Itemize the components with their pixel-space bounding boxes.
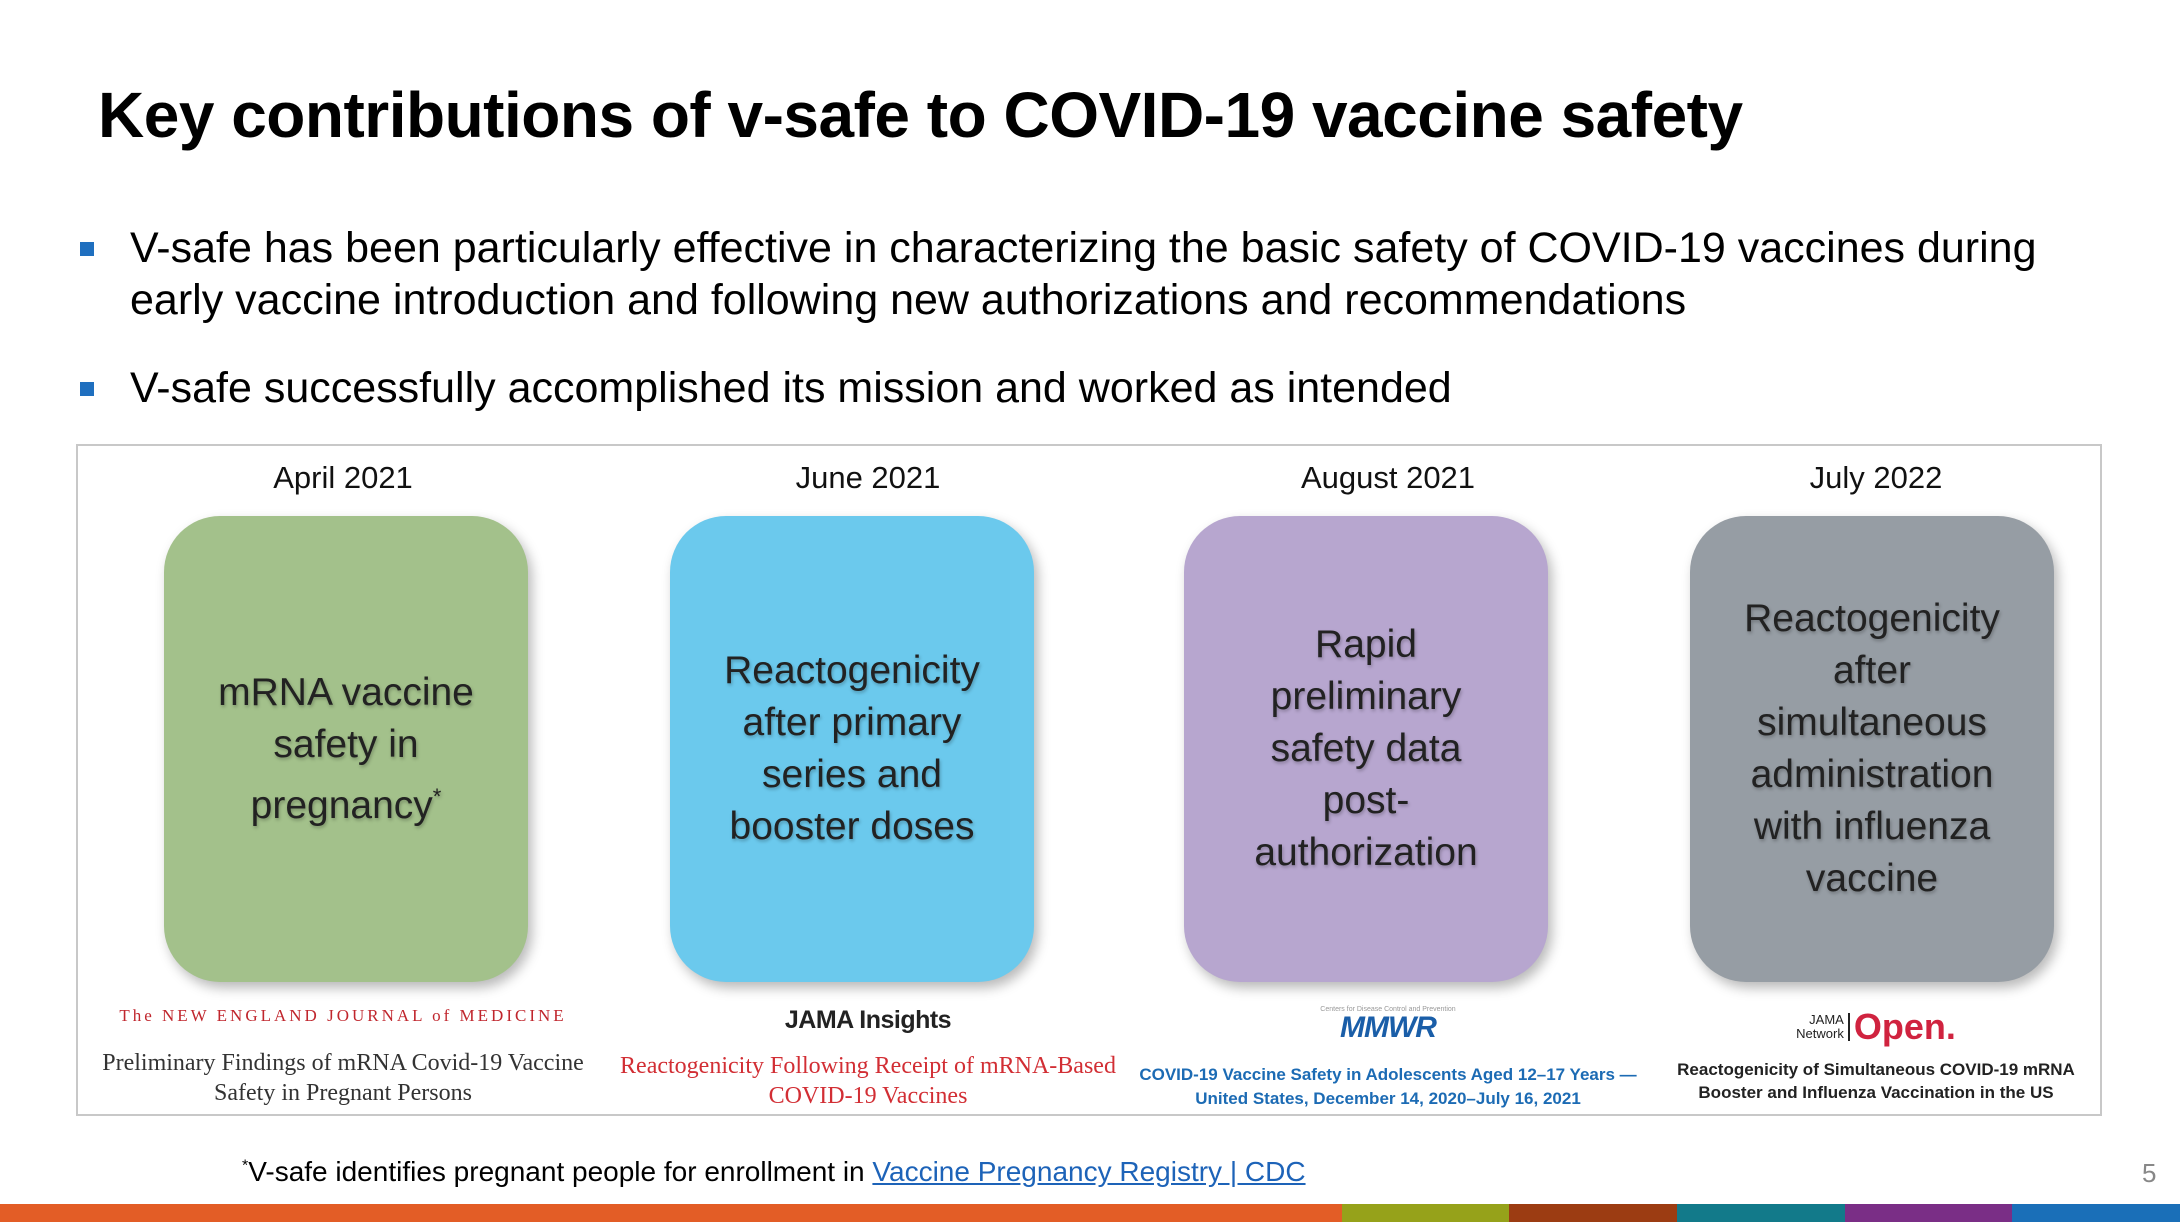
color-bar-segment — [1677, 1204, 1845, 1222]
footnote — [242, 1156, 1306, 1188]
color-bar-segment — [2012, 1204, 2180, 1222]
footnote-mark: * — [242, 1157, 249, 1175]
color-bar-segment — [1845, 1204, 2013, 1222]
color-bar-segment — [1509, 1204, 1677, 1222]
timeline-panel — [76, 444, 2102, 1116]
publication-citation — [608, 1006, 1128, 1111]
timeline-date: August 2021 — [1300, 460, 1476, 495]
footer-color-bar — [0, 1204, 2180, 1222]
bullet-text: V-safe successfully accomplished its mission and worked as intended — [130, 364, 1452, 412]
footnote-text: V-safe identifies pregnant people for enrollment in — [248, 1156, 873, 1187]
journal-logo-small: Network — [1796, 1026, 1844, 1041]
vaccine-pregnancy-registry-link[interactable]: Vaccine Pregnancy Registry | CDC — [872, 1156, 1306, 1187]
topic-text: Reactogenicity after primary series and booster doses — [724, 649, 980, 848]
article-title: COVID-19 Vaccine Safety in Adolescents Aged 12–17 Years — United States, December 14, 2020–July 16, 2021 — [1139, 1065, 1637, 1108]
color-bar-segment — [0, 1204, 168, 1222]
color-bar-segment — [1006, 1204, 1174, 1222]
timeline-item-july-2022 — [1648, 446, 2104, 1114]
article-title: Reactogenicity Following Receipt of mRNA-Based COVID-19 Vaccines — [620, 1053, 1116, 1109]
bullet-item — [76, 222, 2116, 326]
timeline-date: July 2022 — [1809, 460, 1943, 495]
journal-logo-small: JAMA — [1809, 1012, 1844, 1027]
article-title: Reactogenicity of Simultaneous COVID-19 mRNA Booster and Influenza Vaccination in the US — [1677, 1060, 2075, 1102]
color-bar-segment — [1174, 1204, 1342, 1222]
topic-box — [670, 516, 1034, 982]
color-bar-segment — [503, 1204, 671, 1222]
page-number: 5 — [2142, 1158, 2157, 1188]
topic-text: mRNA vaccine safety in pregnancy — [218, 670, 474, 827]
footnote-mark: * — [432, 783, 442, 809]
timeline-item-june-2021 — [608, 446, 1128, 1114]
bullet-item — [76, 362, 2116, 414]
timeline-date: June 2021 — [795, 460, 941, 495]
timeline-item-august-2021 — [1128, 446, 1648, 1114]
timeline-date: April 2021 — [273, 460, 413, 495]
bullet-text: V-safe has been particularly effective in characterizing the basic safety of COVID-19 vaccines during early vaccine introduction and following new authorizations and recommendations — [130, 224, 2037, 324]
color-bar-segment — [335, 1204, 503, 1222]
color-bar-segment — [1342, 1204, 1510, 1222]
publication-citation — [1648, 1006, 2104, 1104]
topic-text: Reactogenicity after simultaneous administration with influenza vaccine — [1744, 597, 2000, 900]
color-bar-segment — [671, 1204, 839, 1222]
publication-citation — [1128, 1006, 1648, 1111]
journal-logo — [1648, 1006, 2104, 1048]
topic-text: Rapid preliminary safety data post- authorization — [1254, 623, 1478, 874]
topic-box — [1690, 516, 2054, 982]
color-bar-segment — [168, 1204, 336, 1222]
bullet-square-icon — [80, 382, 94, 396]
journal-logo-subtitle: Centers for Disease Control and Prevention — [1320, 1006, 1456, 1013]
bullet-square-icon — [80, 242, 94, 256]
journal-logo: MMWR — [1340, 1011, 1436, 1044]
journal-logo-open: Open. — [1853, 1006, 1956, 1047]
article-title: Preliminary Findings of mRNA Covid-19 Vaccine Safety in Pregnant Persons — [102, 1050, 584, 1106]
color-bar-segment — [838, 1204, 1006, 1222]
topic-box — [164, 516, 528, 982]
topic-box — [1184, 516, 1548, 982]
publication-citation — [78, 1006, 608, 1108]
journal-logo: The NEW ENGLAND JOURNAL of MEDICINE — [119, 1006, 567, 1025]
timeline-item-april-2021 — [78, 446, 608, 1114]
slide-title: Key contributions of v-safe to COVID-19 vaccine safety — [98, 79, 1743, 151]
journal-logo: JAMA Insights — [784, 1006, 952, 1034]
